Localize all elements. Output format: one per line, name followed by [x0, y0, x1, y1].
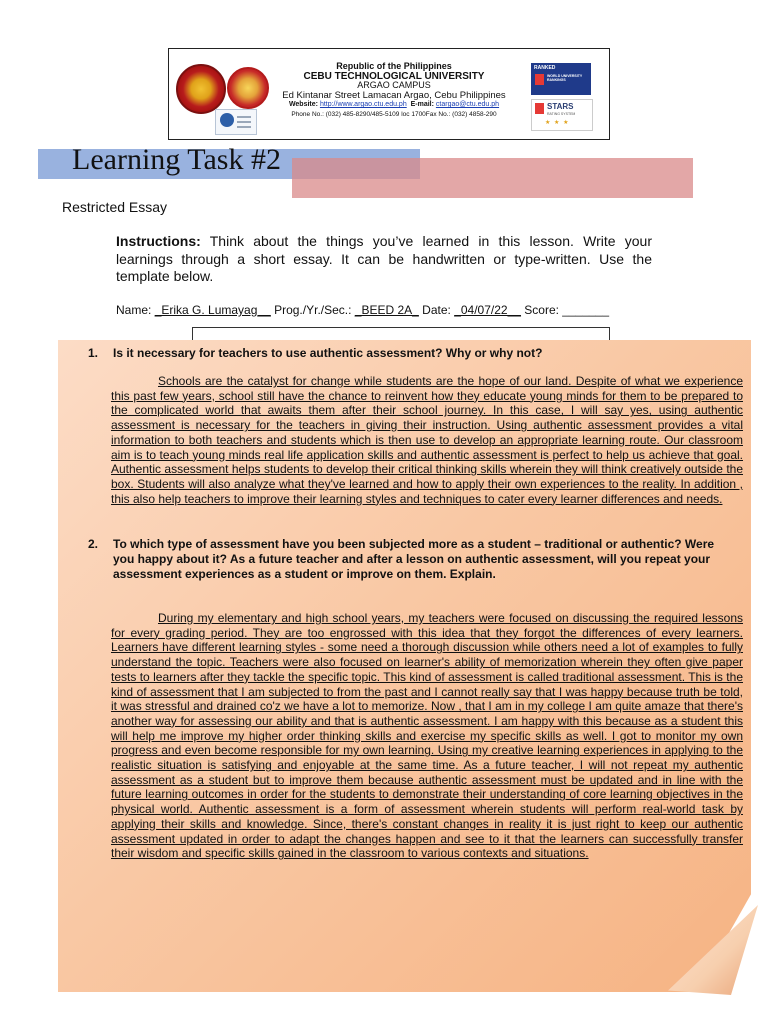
header-university: CEBU TECHNOLOGICAL UNIVERSITY	[303, 70, 485, 82]
instructions-label: Instructions:	[116, 233, 201, 249]
certification-badge-logo	[215, 109, 257, 135]
email-label: E-mail:	[410, 101, 434, 108]
website-link[interactable]: http://www.argao.ctu.edu.ph	[319, 101, 407, 108]
instructions	[116, 233, 652, 286]
qs-logo	[535, 74, 544, 85]
answer-2: During my elementary and high school years, my teachers were focused on discussing the required lessons for every grading period. They are too engrossed with this idea that they forgot the differences of every learners. Learners have different learning styles - some need a thorough discussion while others need a lot of examples to fully understand the topic. Teachers were also focused on learner's ability of memorization wherein they often give paper tests to learners after they tackle the specific topic. This kind of assessment is called traditional assessment. This is the kind of assessment that I am subjected to from the past and I cannot really say that I was happy because truth be told, it was stressful and drained co'z we have a lot to memorize. Now , that I am in my college I am quite amaze that there's another way for assessing our ability and that is authentic assessment. I am happy with this because as a student this will help me improve my higher order thinking skills and exercise my specific skills as well. I got to monitor my own progress and even become responsible for my own learning. Using my creative learning experiences in applying to the realistic situation is satisfying and enjoyable at the same time. As a future teacher, I will not repeat my authentic assessment as a student but to improve them because authentic assessment must be updated and in line with the future learning outcomes in order for the students to demonstrate their understanding of core learning objectives in the physical world. Authentic assessment is a form of assessment wherein students will perform real-world task by applying their skills and knowledge. Since, there's constant changes in reality it is just right to keep our authentic assessment updated in order to adapt the changes happen and see to it that the learners can successfully transfer their wisdom and specific skills gained in the classroom to various contexts and situations.	[111, 611, 743, 861]
header-text	[269, 62, 519, 119]
stars-sub: RATING SYSTEM	[547, 112, 576, 116]
score-value: _______	[562, 303, 610, 317]
student-info-line	[116, 303, 609, 317]
answer-1: Schools are the catalyst for change while students are the hope of our land. Despite of what we experience this past few years, school still have the chance to reinvent how they educate young minds for them to be prepared to the complicated world that awaits them after their school journey. In this case, I will say yes, using authentic assessment is necessary for the teachers in giving their instruction. Using authentic assessment provides a vital information to both teachers and students which is then use to develop an appropriate learning route. Our classroom aim is to teach young minds real life application skills and authentic assessment is perfect to help us achieve that goal. Authentic assessment helps students to develop their critical thinking skills wherein they will think creatively outside the box. Students will also analyze what they've learned and how to apply their own experiences to the reality. In addition , this also help teachers to improve their learning styles and techniques to cater every learner differences and needs.	[111, 374, 743, 506]
header-republic: Republic of the Philippines	[336, 61, 452, 71]
date-label: Date:	[418, 303, 455, 317]
subtitle: Restricted Essay	[62, 199, 168, 215]
university-header	[168, 48, 610, 140]
question-text: To which type of assessment have you been subjected more as a student – traditional or authentic? Were you happy about it? As a future teacher and after a lesson on authentic assessment, will you repeat your assessment experiences as a student or improve on them. Explain.	[113, 537, 715, 581]
template-box	[192, 327, 610, 342]
prog-value: _BEED 2A_	[354, 303, 419, 317]
prog-label: Prog./Yr./Sec.:	[270, 303, 355, 317]
star-icons: ★ ★ ★	[545, 120, 570, 126]
header-contact	[269, 100, 519, 110]
asean-logo	[227, 67, 269, 109]
university-seal-logo	[176, 64, 226, 114]
score-label: Score:	[520, 303, 563, 317]
page-title: Learning Task #2	[72, 143, 281, 176]
header-phone: Phone No.: (032) 485-8290/485-5109 loc 1700Fax No.: (032) 4858-290	[291, 110, 497, 118]
name-value: _Erika G. Lumayag__	[154, 303, 271, 317]
ranked-label: RANKED	[534, 65, 556, 71]
header-campus: ARGAO CAMPUS	[357, 80, 431, 90]
email-link[interactable]: ctargao@ctu.edu.ph	[435, 101, 500, 108]
stars-label: STARS	[547, 102, 574, 111]
question-1	[88, 346, 713, 361]
qs-ranked-badge	[531, 63, 591, 95]
question-2	[88, 537, 723, 582]
question-number: 2.	[88, 537, 99, 551]
date-value: _04/07/22__	[454, 303, 521, 317]
qs-stars-badge	[531, 99, 593, 131]
qs-stars-logo	[535, 103, 544, 114]
question-number: 1.	[88, 346, 99, 360]
name-label: Name:	[116, 303, 155, 317]
ranked-text: WORLD UNIVERSITY RANKINGS	[547, 74, 583, 82]
website-label: Website:	[288, 101, 318, 108]
header-address: Ed Kintanar Street Lamacan Argao, Cebu Philippines	[282, 89, 506, 101]
instructions-text: Think about the things you’ve learned in this lesson. Write your learnings through a short essay. It can be handwritten or type-written. Use the template below.	[116, 233, 652, 284]
title-band-pink	[292, 158, 693, 198]
question-text: Is it necessary for teachers to use authentic assessment? Why or why not?	[113, 346, 543, 360]
